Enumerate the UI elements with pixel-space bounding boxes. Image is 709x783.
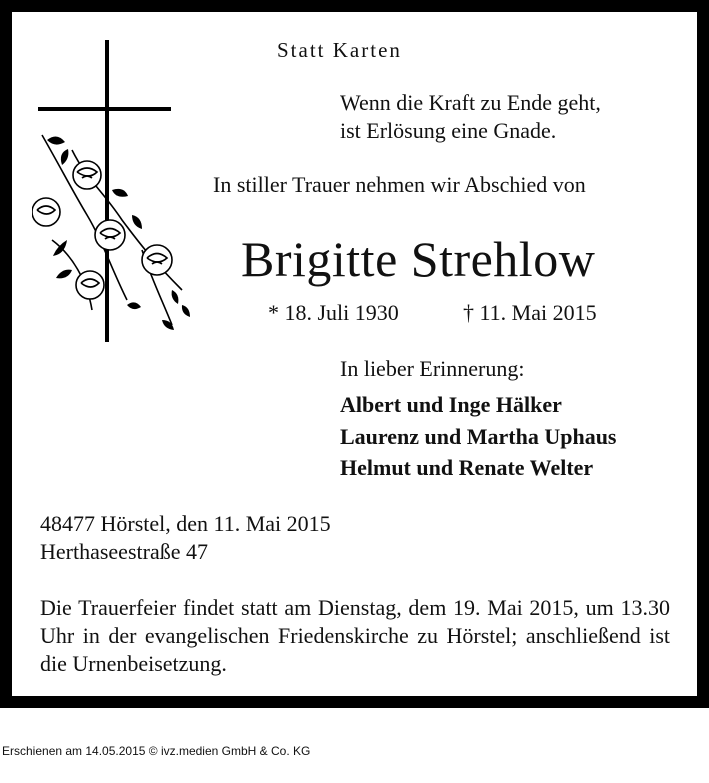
mourner-name: Albert und Inge Hälker <box>340 392 562 417</box>
farewell-intro: In stiller Trauer nehmen wir Abschied von <box>213 172 586 197</box>
statt-karten-heading: Statt Karten <box>277 38 402 62</box>
mourner-name: Helmut und Renate Welter <box>340 455 594 480</box>
quote-line-2: ist Erlösung eine Gnade. <box>340 118 557 143</box>
street-address: Herthaseestraße 47 <box>40 539 208 564</box>
obituary-notice <box>12 12 697 696</box>
mourner-name: Laurenz und Martha Uphaus <box>340 424 617 449</box>
cross-with-roses-icon <box>32 40 197 345</box>
memory-label: In lieber Erinnerung: <box>340 356 525 381</box>
death-date: † 11. Mai 2015 <box>463 300 597 325</box>
funeral-service-text: Die Trauerfeier findet statt am Dienstag, dem 19. Mai 2015, um 13.30 Uhr in der evangelischen Friedenskirche zu Hörstel; anschließend ist die Urnenbeisetzung. <box>40 595 670 676</box>
birth-date: * 18. Juli 1930 <box>268 300 399 325</box>
deceased-name: Brigitte Strehlow <box>241 231 596 287</box>
place-and-date: 48477 Hörstel, den 11. Mai 2015 <box>40 511 331 536</box>
publication-credit: Erschienen am 14.05.2015 © ivz.medien GmbH & Co. KG <box>2 744 311 758</box>
quote-line-1: Wenn die Kraft zu Ende geht, <box>340 90 601 115</box>
